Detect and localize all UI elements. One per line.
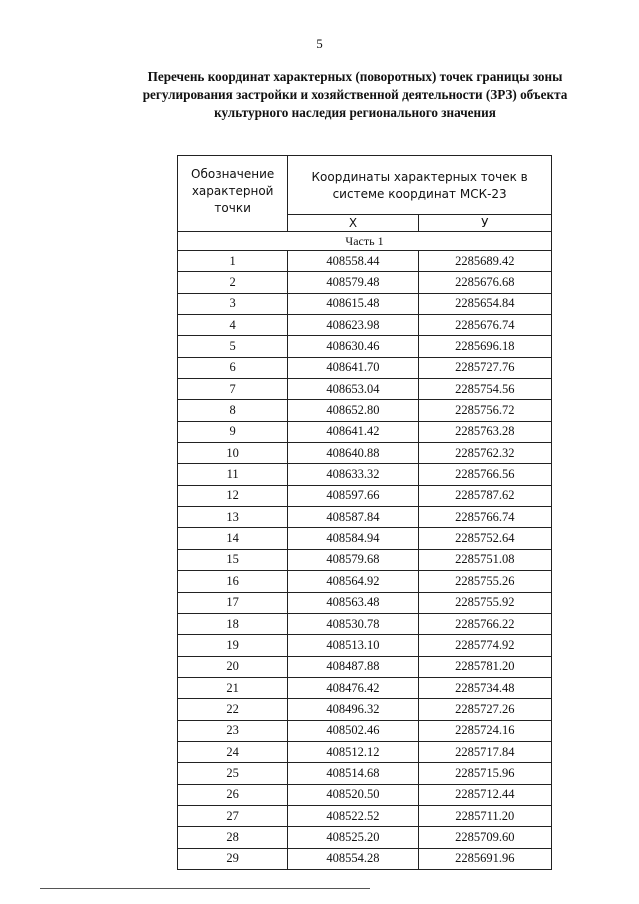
point-number-cell: 16: [178, 571, 288, 592]
y-coordinate-cell: 2285755.26: [418, 571, 551, 592]
table-row: [178, 763, 552, 784]
x-coordinate-cell: 408530.78: [288, 613, 418, 634]
y-coordinate-cell: 2285696.18: [418, 336, 551, 357]
y-coordinate-cell: 2285691.96: [418, 848, 551, 869]
table-row: [178, 336, 552, 357]
x-coordinate-cell: 408597.66: [288, 485, 418, 506]
x-coordinate-cell: 408525.20: [288, 827, 418, 848]
table-row: [178, 613, 552, 634]
x-coordinate-cell: 408520.50: [288, 784, 418, 805]
table-row: [178, 379, 552, 400]
y-coordinate-cell: 2285712.44: [418, 784, 551, 805]
table-row: [178, 251, 552, 272]
y-coordinate-cell: 2285755.92: [418, 592, 551, 613]
point-number-cell: 27: [178, 805, 288, 826]
y-coordinate-cell: 2285752.64: [418, 528, 551, 549]
table-row: [178, 443, 552, 464]
x-coordinate-cell: 408496.32: [288, 699, 418, 720]
table-row: [178, 720, 552, 741]
point-number-cell: 1: [178, 251, 288, 272]
x-coordinate-cell: 408584.94: [288, 528, 418, 549]
y-coordinate-cell: 2285766.74: [418, 507, 551, 528]
x-coordinate-cell: 408514.68: [288, 763, 418, 784]
x-coordinate-cell: 408512.12: [288, 741, 418, 762]
table-row: [178, 699, 552, 720]
y-coordinate-cell: 2285717.84: [418, 741, 551, 762]
point-number-cell: 13: [178, 507, 288, 528]
point-number-cell: 15: [178, 549, 288, 570]
table-row: [178, 592, 552, 613]
point-number-cell: 5: [178, 336, 288, 357]
y-coordinate-cell: 2285751.08: [418, 549, 551, 570]
point-number-cell: 26: [178, 784, 288, 805]
y-coordinate-cell: 2285766.22: [418, 613, 551, 634]
point-number-cell: 29: [178, 848, 288, 869]
y-coordinate-cell: 2285676.74: [418, 315, 551, 336]
x-coordinate-cell: 408563.48: [288, 592, 418, 613]
point-number-cell: 10: [178, 443, 288, 464]
x-coordinate-cell: 408579.68: [288, 549, 418, 570]
point-number-cell: 22: [178, 699, 288, 720]
point-number-cell: 23: [178, 720, 288, 741]
y-coordinate-cell: 2285756.72: [418, 400, 551, 421]
x-coordinate-cell: 408641.70: [288, 357, 418, 378]
point-number-cell: 12: [178, 485, 288, 506]
x-coordinate-cell: 408522.52: [288, 805, 418, 826]
point-number-cell: 2: [178, 272, 288, 293]
point-number-cell: 18: [178, 613, 288, 634]
y-coordinate-cell: 2285754.56: [418, 379, 551, 400]
point-number-cell: 19: [178, 635, 288, 656]
point-number-cell: 8: [178, 400, 288, 421]
y-coordinate-cell: 2285766.56: [418, 464, 551, 485]
point-number-cell: 14: [178, 528, 288, 549]
x-coordinate-cell: 408476.42: [288, 677, 418, 698]
x-coordinate-cell: 408558.44: [288, 251, 418, 272]
y-coordinate-cell: 2285727.76: [418, 357, 551, 378]
table-row: [178, 827, 552, 848]
point-number-cell: 11: [178, 464, 288, 485]
title-line-3: культурного наследия регионального значения: [214, 105, 496, 120]
point-number-cell: 7: [178, 379, 288, 400]
point-number-cell: 3: [178, 293, 288, 314]
point-number-cell: 4: [178, 315, 288, 336]
bottom-rule: [40, 888, 370, 889]
x-coordinate-cell: 408633.32: [288, 464, 418, 485]
table-row: [178, 784, 552, 805]
point-number-cell: 20: [178, 656, 288, 677]
x-coordinate-cell: 408513.10: [288, 635, 418, 656]
y-coordinate-cell: 2285762.32: [418, 443, 551, 464]
table-row: [178, 805, 552, 826]
x-coordinate-cell: 408615.48: [288, 293, 418, 314]
y-coordinate-cell: 2285787.62: [418, 485, 551, 506]
point-number-cell: 21: [178, 677, 288, 698]
table-row: [178, 464, 552, 485]
point-number-cell: 9: [178, 421, 288, 442]
x-coordinate-cell: 408564.92: [288, 571, 418, 592]
document-title: [100, 68, 610, 122]
header-coordinates: Координаты характерных точек в системе координат МСК-23: [288, 156, 552, 215]
y-coordinate-cell: 2285711.20: [418, 805, 551, 826]
table-row: [178, 741, 552, 762]
point-number-cell: 17: [178, 592, 288, 613]
x-coordinate-cell: 408587.84: [288, 507, 418, 528]
y-coordinate-cell: 2285654.84: [418, 293, 551, 314]
coordinates-table-container: [177, 155, 552, 870]
point-number-cell: 28: [178, 827, 288, 848]
point-number-cell: 6: [178, 357, 288, 378]
header-x: Х: [288, 215, 418, 232]
x-coordinate-cell: 408630.46: [288, 336, 418, 357]
point-number-cell: 24: [178, 741, 288, 762]
table-row: [178, 507, 552, 528]
table-row: [178, 421, 552, 442]
x-coordinate-cell: 408579.48: [288, 272, 418, 293]
table-row: [178, 272, 552, 293]
y-coordinate-cell: 2285689.42: [418, 251, 551, 272]
y-coordinate-cell: 2285709.60: [418, 827, 551, 848]
header-y: У: [418, 215, 551, 232]
x-coordinate-cell: 408653.04: [288, 379, 418, 400]
page-number: 5: [316, 36, 323, 51]
y-coordinate-cell: 2285676.68: [418, 272, 551, 293]
x-coordinate-cell: 408554.28: [288, 848, 418, 869]
x-coordinate-cell: 408487.88: [288, 656, 418, 677]
x-coordinate-cell: 408640.88: [288, 443, 418, 464]
y-coordinate-cell: 2285774.92: [418, 635, 551, 656]
table-row: [178, 293, 552, 314]
y-coordinate-cell: 2285724.16: [418, 720, 551, 741]
header-point-designation: Обозначение характерной точки: [178, 156, 288, 232]
table-row: [178, 357, 552, 378]
table-row: [178, 315, 552, 336]
table-row: [178, 571, 552, 592]
table-row: [178, 656, 552, 677]
x-coordinate-cell: 408623.98: [288, 315, 418, 336]
y-coordinate-cell: 2285727.26: [418, 699, 551, 720]
table-row: [178, 549, 552, 570]
x-coordinate-cell: 408502.46: [288, 720, 418, 741]
coordinates-table: [177, 155, 552, 870]
y-coordinate-cell: 2285781.20: [418, 656, 551, 677]
x-coordinate-cell: 408641.42: [288, 421, 418, 442]
point-number-cell: 25: [178, 763, 288, 784]
table-row: [178, 635, 552, 656]
y-coordinate-cell: 2285763.28: [418, 421, 551, 442]
y-coordinate-cell: 2285715.96: [418, 763, 551, 784]
y-coordinate-cell: 2285734.48: [418, 677, 551, 698]
part-label: Часть 1: [178, 232, 552, 251]
title-line-2: регулирования застройки и хозяйственной деятельности (ЗРЗ) объекта: [142, 87, 568, 102]
table-row: [178, 848, 552, 869]
x-coordinate-cell: 408652.80: [288, 400, 418, 421]
table-row: [178, 485, 552, 506]
table-row: [178, 677, 552, 698]
table-row: [178, 528, 552, 549]
title-line-1: Перечень координат характерных (поворотных) точек границы зоны: [147, 69, 563, 84]
table-row: [178, 400, 552, 421]
